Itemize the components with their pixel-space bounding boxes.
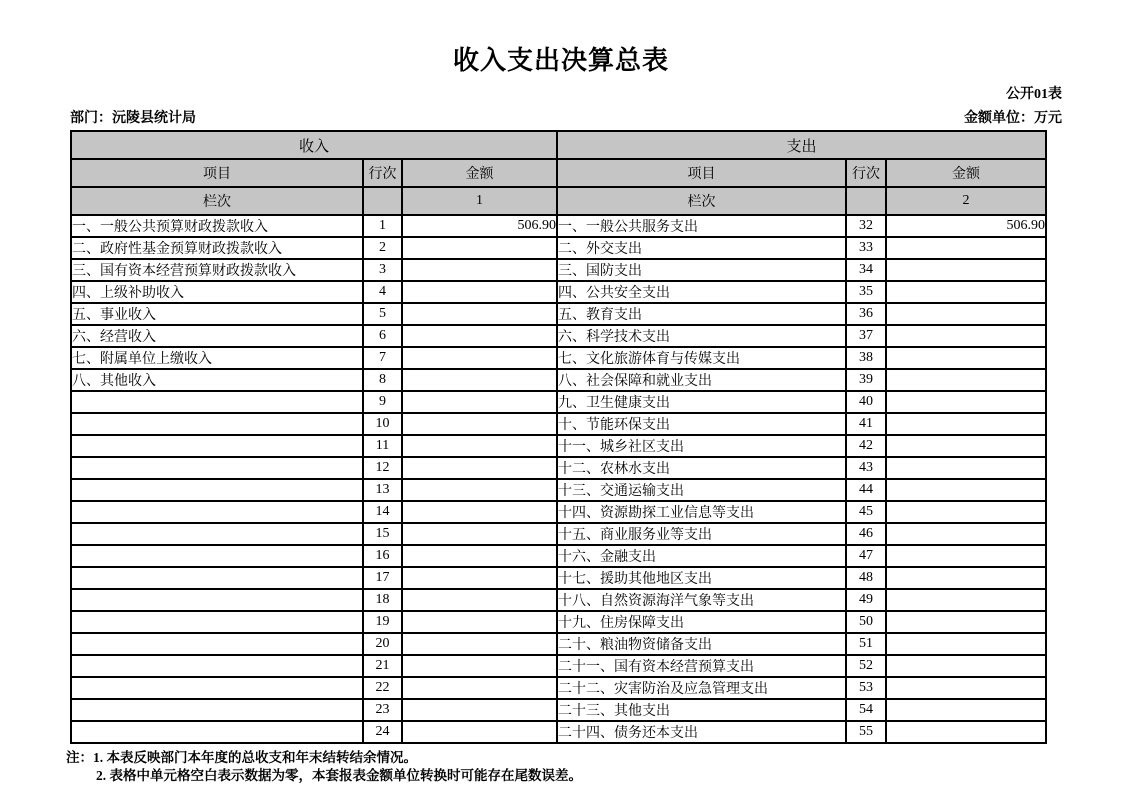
table-header bbox=[71, 131, 1046, 215]
table-row bbox=[71, 347, 1046, 369]
expenditure-line-cell: 37 bbox=[846, 325, 886, 347]
expenditure-line-cell: 53 bbox=[846, 677, 886, 699]
expenditure-item-cell: 二十四、债务还本支出 bbox=[557, 721, 846, 743]
table-row bbox=[71, 303, 1046, 325]
revenue-line-cell: 10 bbox=[363, 413, 402, 435]
revenue-line-cell: 9 bbox=[363, 391, 402, 413]
expenditure-item-cell: 二十三、其他支出 bbox=[557, 699, 846, 721]
revenue-item-cell bbox=[71, 545, 363, 567]
expenditure-amount-cell bbox=[886, 633, 1046, 655]
revenue-amount-cell: 506.90 bbox=[402, 215, 557, 237]
table-row bbox=[71, 457, 1046, 479]
expenditure-amount-header: 金额 bbox=[886, 159, 1046, 187]
expenditure-amount-cell bbox=[886, 369, 1046, 391]
expenditure-line-cell: 38 bbox=[846, 347, 886, 369]
revenue-line-cell: 13 bbox=[363, 479, 402, 501]
expenditure-item-cell: 十三、交通运输支出 bbox=[557, 479, 846, 501]
table-row bbox=[71, 479, 1046, 501]
revenue-line-cell: 20 bbox=[363, 633, 402, 655]
expenditure-line-cell: 48 bbox=[846, 567, 886, 589]
expenditure-amount-cell: 506.90 bbox=[886, 215, 1046, 237]
footnotes bbox=[66, 749, 1122, 785]
table-row bbox=[71, 369, 1046, 391]
table-row bbox=[71, 589, 1046, 611]
expenditure-line-cell: 50 bbox=[846, 611, 886, 633]
revenue-line-cell: 12 bbox=[363, 457, 402, 479]
table-code: 公开01表 bbox=[1006, 87, 1062, 102]
revenue-line-cell: 18 bbox=[363, 589, 402, 611]
expenditure-line-cell: 42 bbox=[846, 435, 886, 457]
table-row bbox=[71, 633, 1046, 655]
expenditure-item-cell: 七、文化旅游体育与传媒支出 bbox=[557, 347, 846, 369]
table-row bbox=[71, 677, 1046, 699]
revenue-column-index-label: 栏次 bbox=[71, 187, 363, 215]
expenditure-line-cell: 35 bbox=[846, 281, 886, 303]
revenue-amount-cell bbox=[402, 567, 557, 589]
expenditure-line-index-blank bbox=[846, 187, 886, 215]
revenue-column-index: 1 bbox=[402, 187, 557, 215]
revenue-line-cell: 1 bbox=[363, 215, 402, 237]
expenditure-amount-cell bbox=[886, 413, 1046, 435]
expenditure-amount-cell bbox=[886, 325, 1046, 347]
revenue-line-cell: 21 bbox=[363, 655, 402, 677]
revenue-amount-cell bbox=[402, 611, 557, 633]
revenue-amount-cell bbox=[402, 435, 557, 457]
expenditure-amount-cell bbox=[886, 589, 1046, 611]
revenue-item-header: 项目 bbox=[71, 159, 363, 187]
expenditure-amount-cell bbox=[886, 655, 1046, 677]
revenue-amount-cell bbox=[402, 457, 557, 479]
expenditure-line-cell: 49 bbox=[846, 589, 886, 611]
expenditure-item-cell: 五、教育支出 bbox=[557, 303, 846, 325]
revenue-item-cell: 七、附属单位上缴收入 bbox=[71, 347, 363, 369]
expenditure-line-cell: 47 bbox=[846, 545, 886, 567]
revenue-item-cell bbox=[71, 479, 363, 501]
revenue-line-index-blank bbox=[363, 187, 402, 215]
revenue-item-cell: 八、其他收入 bbox=[71, 369, 363, 391]
revenue-item-cell bbox=[71, 633, 363, 655]
revenue-item-cell bbox=[71, 501, 363, 523]
expenditure-amount-cell bbox=[886, 237, 1046, 259]
revenue-line-cell: 23 bbox=[363, 699, 402, 721]
expenditure-amount-cell bbox=[886, 545, 1046, 567]
revenue-line-cell: 3 bbox=[363, 259, 402, 281]
expenditure-amount-cell bbox=[886, 281, 1046, 303]
revenue-item-cell: 五、事业收入 bbox=[71, 303, 363, 325]
expenditure-line-cell: 55 bbox=[846, 721, 886, 743]
expenditure-line-cell: 44 bbox=[846, 479, 886, 501]
expenditure-item-cell: 二十二、灾害防治及应急管理支出 bbox=[557, 677, 846, 699]
revenue-amount-cell bbox=[402, 545, 557, 567]
table-row bbox=[71, 721, 1046, 743]
expenditure-line-cell: 33 bbox=[846, 237, 886, 259]
revenue-amount-cell bbox=[402, 281, 557, 303]
expenditure-line-cell: 34 bbox=[846, 259, 886, 281]
expenditure-item-cell: 二、外交支出 bbox=[557, 237, 846, 259]
revenue-line-cell: 17 bbox=[363, 567, 402, 589]
revenue-line-cell: 4 bbox=[363, 281, 402, 303]
revenue-amount-cell bbox=[402, 699, 557, 721]
revenue-line-cell: 19 bbox=[363, 611, 402, 633]
expenditure-section-header: 支出 bbox=[557, 131, 1046, 159]
revenue-item-cell bbox=[71, 391, 363, 413]
revenue-amount-cell bbox=[402, 655, 557, 677]
revenue-line-cell: 5 bbox=[363, 303, 402, 325]
revenue-item-cell bbox=[71, 457, 363, 479]
expenditure-amount-cell bbox=[886, 721, 1046, 743]
expenditure-line-cell: 32 bbox=[846, 215, 886, 237]
revenue-amount-cell bbox=[402, 303, 557, 325]
revenue-amount-cell bbox=[402, 589, 557, 611]
revenue-amount-cell bbox=[402, 325, 557, 347]
revenue-item-cell bbox=[71, 721, 363, 743]
expenditure-item-cell: 十、节能环保支出 bbox=[557, 413, 846, 435]
revenue-item-cell bbox=[71, 699, 363, 721]
expenditure-line-cell: 46 bbox=[846, 523, 886, 545]
column-index-row bbox=[71, 187, 1046, 215]
expenditure-line-cell: 51 bbox=[846, 633, 886, 655]
expenditure-item-cell: 十五、商业服务业等支出 bbox=[557, 523, 846, 545]
expenditure-amount-cell bbox=[886, 435, 1046, 457]
section-header-row bbox=[71, 131, 1046, 159]
expenditure-item-cell: 三、国防支出 bbox=[557, 259, 846, 281]
expenditure-amount-cell bbox=[886, 391, 1046, 413]
table-row bbox=[71, 567, 1046, 589]
revenue-line-cell: 24 bbox=[363, 721, 402, 743]
table-body bbox=[71, 215, 1046, 743]
expenditure-line-cell: 52 bbox=[846, 655, 886, 677]
expenditure-item-cell: 四、公共安全支出 bbox=[557, 281, 846, 303]
revenue-line-cell: 14 bbox=[363, 501, 402, 523]
table-row bbox=[71, 699, 1046, 721]
table-row bbox=[71, 523, 1046, 545]
table-row bbox=[71, 325, 1046, 347]
column-header-row bbox=[71, 159, 1046, 187]
table-row bbox=[71, 281, 1046, 303]
expenditure-line-cell: 39 bbox=[846, 369, 886, 391]
revenue-amount-cell bbox=[402, 259, 557, 281]
revenue-item-cell: 三、国有资本经营预算财政拨款收入 bbox=[71, 259, 363, 281]
expenditure-item-cell: 二十、粮油物资储备支出 bbox=[557, 633, 846, 655]
footnote-1: 注：1. 本表反映部门本年度的总收支和年末结转结余情况。 bbox=[66, 750, 417, 765]
revenue-item-cell: 一、一般公共预算财政拨款收入 bbox=[71, 215, 363, 237]
revenue-amount-cell bbox=[402, 391, 557, 413]
revenue-item-cell bbox=[71, 413, 363, 435]
revenue-line-cell: 16 bbox=[363, 545, 402, 567]
revenue-amount-cell bbox=[402, 501, 557, 523]
revenue-line-header: 行次 bbox=[363, 159, 402, 187]
revenue-amount-cell bbox=[402, 523, 557, 545]
expenditure-line-header: 行次 bbox=[846, 159, 886, 187]
table-row bbox=[71, 501, 1046, 523]
expenditure-line-cell: 36 bbox=[846, 303, 886, 325]
budget-summary-table bbox=[70, 130, 1047, 744]
expenditure-column-index: 2 bbox=[886, 187, 1046, 215]
expenditure-item-cell: 十二、农林水支出 bbox=[557, 457, 846, 479]
expenditure-item-cell: 一、一般公共服务支出 bbox=[557, 215, 846, 237]
expenditure-amount-cell bbox=[886, 567, 1046, 589]
revenue-amount-cell bbox=[402, 677, 557, 699]
revenue-amount-cell bbox=[402, 347, 557, 369]
revenue-amount-header: 金额 bbox=[402, 159, 557, 187]
table-row bbox=[71, 545, 1046, 567]
revenue-item-cell bbox=[71, 611, 363, 633]
table-row bbox=[71, 391, 1046, 413]
expenditure-line-cell: 41 bbox=[846, 413, 886, 435]
expenditure-item-cell: 八、社会保障和就业支出 bbox=[557, 369, 846, 391]
expenditure-item-cell: 六、科学技术支出 bbox=[557, 325, 846, 347]
revenue-item-cell bbox=[71, 567, 363, 589]
revenue-section-header: 收入 bbox=[71, 131, 557, 159]
expenditure-item-cell: 二十一、国有资本经营预算支出 bbox=[557, 655, 846, 677]
expenditure-amount-cell bbox=[886, 303, 1046, 325]
revenue-line-cell: 8 bbox=[363, 369, 402, 391]
table-row bbox=[71, 655, 1046, 677]
expenditure-line-cell: 40 bbox=[846, 391, 886, 413]
table-row bbox=[71, 435, 1046, 457]
expenditure-item-cell: 十六、金融支出 bbox=[557, 545, 846, 567]
expenditure-amount-cell bbox=[886, 699, 1046, 721]
expenditure-item-cell: 十四、资源勘探工业信息等支出 bbox=[557, 501, 846, 523]
revenue-line-cell: 22 bbox=[363, 677, 402, 699]
revenue-line-cell: 6 bbox=[363, 325, 402, 347]
expenditure-amount-cell bbox=[886, 457, 1046, 479]
revenue-amount-cell bbox=[402, 237, 557, 259]
table-row bbox=[71, 237, 1046, 259]
revenue-amount-cell bbox=[402, 633, 557, 655]
expenditure-item-cell: 十七、援助其他地区支出 bbox=[557, 567, 846, 589]
expenditure-item-cell: 十九、住房保障支出 bbox=[557, 611, 846, 633]
revenue-item-cell bbox=[71, 435, 363, 457]
revenue-amount-cell bbox=[402, 413, 557, 435]
expenditure-amount-cell bbox=[886, 677, 1046, 699]
revenue-item-cell: 四、上级补助收入 bbox=[71, 281, 363, 303]
revenue-amount-cell bbox=[402, 721, 557, 743]
footnote-2: 2. 表格中单元格空白表示数据为零，本套报表金额单位转换时可能存在尾数误差。 bbox=[96, 767, 582, 783]
expenditure-amount-cell bbox=[886, 259, 1046, 281]
table-row bbox=[71, 259, 1046, 281]
expenditure-amount-cell bbox=[886, 611, 1046, 633]
table-row bbox=[71, 413, 1046, 435]
expenditure-amount-cell bbox=[886, 501, 1046, 523]
expenditure-amount-cell bbox=[886, 347, 1046, 369]
expenditure-line-cell: 54 bbox=[846, 699, 886, 721]
revenue-line-cell: 11 bbox=[363, 435, 402, 457]
revenue-item-cell bbox=[71, 677, 363, 699]
revenue-line-cell: 7 bbox=[363, 347, 402, 369]
expenditure-item-header: 项目 bbox=[557, 159, 846, 187]
expenditure-amount-cell bbox=[886, 523, 1046, 545]
meta-row bbox=[70, 107, 1062, 127]
revenue-line-cell: 2 bbox=[363, 237, 402, 259]
expenditure-item-cell: 十一、城乡社区支出 bbox=[557, 435, 846, 457]
revenue-item-cell bbox=[71, 589, 363, 611]
expenditure-item-cell: 九、卫生健康支出 bbox=[557, 391, 846, 413]
table-row bbox=[71, 611, 1046, 633]
expenditure-column-index-label: 栏次 bbox=[557, 187, 846, 215]
unit-label: 金额单位：万元 bbox=[964, 111, 1062, 126]
revenue-amount-cell bbox=[402, 369, 557, 391]
expenditure-amount-cell bbox=[886, 479, 1046, 501]
page-title: 收入支出决算总表 bbox=[452, 46, 669, 75]
revenue-item-cell: 二、政府性基金预算财政拨款收入 bbox=[71, 237, 363, 259]
revenue-item-cell bbox=[71, 523, 363, 545]
revenue-item-cell: 六、经营收入 bbox=[71, 325, 363, 347]
expenditure-item-cell: 十八、自然资源海洋气象等支出 bbox=[557, 589, 846, 611]
expenditure-line-cell: 43 bbox=[846, 457, 886, 479]
table-row bbox=[71, 215, 1046, 237]
revenue-amount-cell bbox=[402, 479, 557, 501]
revenue-item-cell bbox=[71, 655, 363, 677]
department-label: 部门：沅陵县统计局 bbox=[70, 111, 196, 126]
expenditure-line-cell: 45 bbox=[846, 501, 886, 523]
revenue-line-cell: 15 bbox=[363, 523, 402, 545]
